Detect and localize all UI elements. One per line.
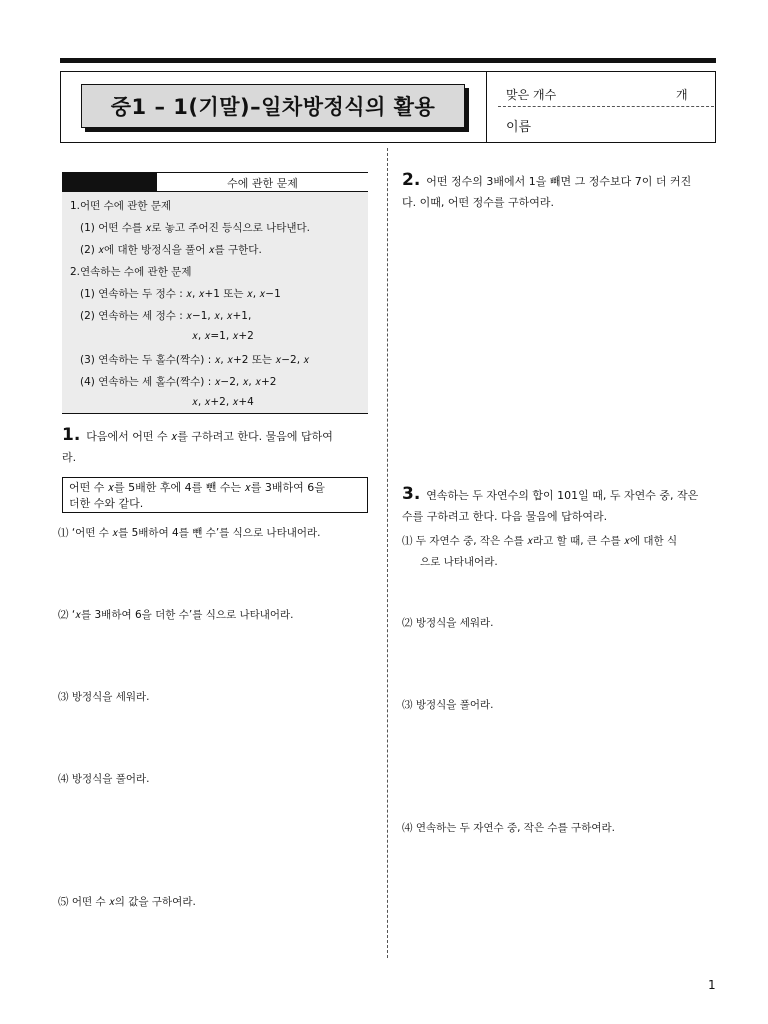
summary-line: 2.연속하는 수에 관한 문제 bbox=[70, 266, 192, 278]
question-2-text: 어떤 정수의 3배에서 1을 빼면 그 정수보다 7이 더 커진 bbox=[426, 175, 692, 188]
q1-sub-5: ⑸ 어떤 수 𝑥의 값을 구하여라. bbox=[58, 896, 196, 908]
summary-line: (1) 연속하는 두 정수 : 𝑥, 𝑥+1 또는 𝑥, 𝑥−1 bbox=[80, 288, 281, 300]
question-1-text-cont: 라. bbox=[62, 451, 77, 464]
summary-line: (1) 어떤 수를 𝑥로 놓고 주어진 등식으로 나타낸다. bbox=[80, 222, 310, 234]
question-2 bbox=[402, 170, 720, 213]
summary-title: 수에 관한 문제 bbox=[227, 177, 298, 190]
q3-sub-3: ⑶ 방정식을 풀어라. bbox=[402, 699, 494, 711]
condition-line: 어떤 수 𝑥를 5배한 후에 4를 뺀 수는 𝑥를 3배하여 6을 bbox=[69, 481, 325, 494]
q1-sub-2: ⑵ ‘𝑥를 3배하여 6을 더한 수’를 식으로 나타내어라. bbox=[58, 609, 294, 621]
q3-sub-1: ⑴ 두 자연수 중, 작은 수를 𝑥라고 할 때, 큰 수를 𝑥에 대한 식 bbox=[402, 535, 678, 547]
q1-sub-1: ⑴ ‘어떤 수 𝑥를 5배하여 4를 뺀 수’를 식으로 나타내어라. bbox=[58, 527, 321, 539]
question-1-number: 1. bbox=[62, 425, 81, 445]
header bbox=[60, 71, 716, 143]
summary-line: (3) 연속하는 두 홀수(짝수) : 𝑥, 𝑥+2 또는 𝑥−2, 𝑥 bbox=[80, 354, 310, 366]
summary-line: 𝑥, 𝑥+2, 𝑥+4 bbox=[192, 396, 254, 408]
page-number: 1 bbox=[708, 978, 716, 992]
question-2-text-cont: 다. 이때, 어떤 정수를 구하여라. bbox=[402, 196, 554, 209]
condition-line: 더한 수와 같다. bbox=[69, 497, 144, 510]
q3-sub-1-cont: 으로 나타내어라. bbox=[420, 556, 498, 568]
top-rule bbox=[60, 58, 716, 63]
summary-header bbox=[62, 172, 368, 192]
score-row bbox=[498, 78, 714, 107]
question-1-text: 다음에서 어떤 수 𝑥를 구하려고 한다. 물음에 답하여 bbox=[86, 430, 333, 443]
score-unit: 개 bbox=[676, 88, 688, 102]
page-title: 중1 – 1(기말)–일차방정식의 활용 bbox=[81, 84, 465, 128]
summary-line: 𝑥, 𝑥=1, 𝑥+2 bbox=[192, 330, 254, 342]
question-1 bbox=[62, 425, 372, 468]
summary-box bbox=[62, 172, 368, 414]
question-2-number: 2. bbox=[402, 170, 421, 190]
title-cell bbox=[61, 72, 487, 142]
score-label: 맞은 개수 bbox=[506, 88, 557, 102]
summary-line: (2) 연속하는 세 정수 : 𝑥−1, 𝑥, 𝑥+1, bbox=[80, 310, 252, 322]
q3-sub-2: ⑵ 방정식을 세워라. bbox=[402, 617, 494, 629]
question-3 bbox=[402, 484, 720, 527]
q1-sub-4: ⑷ 방정식을 풀어라. bbox=[58, 773, 150, 785]
question-3-text: 연속하는 두 자연수의 합이 101일 때, 두 자연수 중, 작은 bbox=[426, 489, 699, 502]
q3-sub-4: ⑷ 연속하는 두 자연수 중, 작은 수를 구하여라. bbox=[402, 822, 615, 834]
name-label: 이름 bbox=[506, 120, 532, 135]
column-divider bbox=[387, 148, 388, 958]
summary-line: (4) 연속하는 세 홀수(짝수) : 𝑥−2, 𝑥, 𝑥+2 bbox=[80, 376, 277, 388]
question-3-number: 3. bbox=[402, 484, 421, 504]
q1-sub-3: ⑶ 방정식을 세워라. bbox=[58, 691, 150, 703]
summary-line: (2) 𝑥에 대한 방정식을 풀어 𝑥를 구한다. bbox=[80, 244, 262, 256]
summary-header-bar bbox=[62, 173, 157, 191]
question-1-condition bbox=[62, 477, 368, 513]
summary-line: 1.어떤 수에 관한 문제 bbox=[70, 200, 172, 212]
question-3-text-cont: 수를 구하려고 한다. 다음 물음에 답하여라. bbox=[402, 510, 608, 523]
